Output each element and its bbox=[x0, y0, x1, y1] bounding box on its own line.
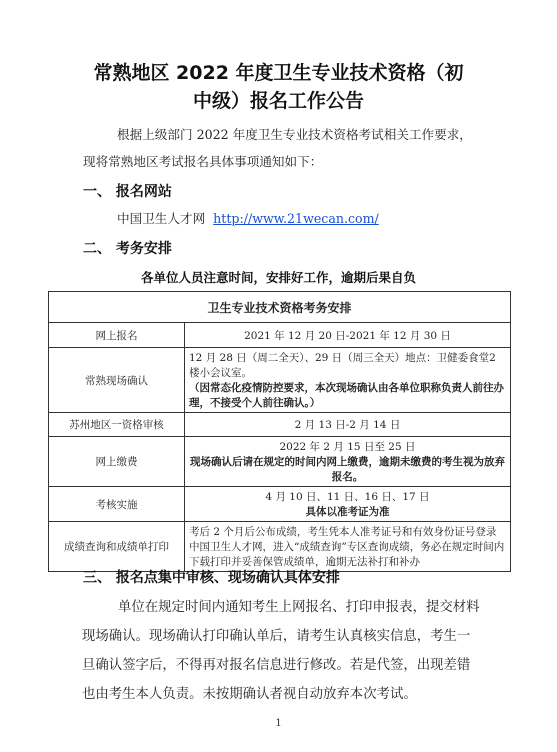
row-value-emphasis: （因常态化疫情防控要求，本次现场确认由各单位职称负责人前往办理，不接受个人前往确认。） bbox=[189, 382, 504, 409]
row-label: 苏州地区一资格审核 bbox=[49, 413, 185, 437]
row-value: 2021 年 12 月 20 日-2021 年 12 月 30 日 bbox=[185, 323, 511, 348]
row-value bbox=[185, 437, 511, 487]
table-row bbox=[49, 522, 511, 572]
intro-line-1: 根据上级部门 2022 年度卫生专业技术资格考试相关工作要求， bbox=[117, 127, 472, 142]
table-row bbox=[49, 487, 511, 522]
website-link[interactable]: http://www.21wecan.com/ bbox=[213, 211, 379, 226]
row-label: 成绩查询和成绩单打印 bbox=[49, 522, 185, 572]
website-name: 中国卫生人才网 bbox=[117, 211, 206, 226]
page-title-line-2: 中级）报名工作公告 bbox=[192, 90, 364, 112]
section-3-line-1: 单位在规定时间内通知考生上网报名、打印申报表，提交材料 bbox=[118, 600, 480, 615]
table-row bbox=[49, 437, 511, 487]
table-row bbox=[49, 323, 511, 348]
section-3-line-2: 现场确认。现场确认打印确认单后，请考生认真核实信息，考生一 bbox=[82, 629, 471, 644]
row-value-emphasis: 现场确认后请在规定的时间内网上缴费，逾期未缴费的考生视为放弃报名。 bbox=[190, 456, 505, 483]
deadline-notice: 各单位人员注意时间，安排好工作，逾期后果自负 bbox=[140, 270, 416, 285]
page-number: 1 bbox=[275, 718, 282, 729]
row-value-line: 4 月 10 日、11 日、16 日、17 日 bbox=[265, 491, 430, 503]
section-2-heading: 二、 考务安排 bbox=[83, 241, 172, 257]
section-3-line-4: 也由考生本人负责。未按期确认者视自动放弃本次考试。 bbox=[82, 687, 417, 702]
table-row bbox=[49, 413, 511, 437]
row-value-emphasis: 具体以准考证为准 bbox=[305, 506, 390, 518]
table-row bbox=[49, 348, 511, 413]
row-value: 考后 2 个月后公布成绩，考生凭本人准考证号和有效身份证号登录中国卫生人才网，进入“成绩查询”专区查询成绩，务必在规定时间内下载打印并妥善保管成绩单，逾期无法补打和补办 bbox=[185, 522, 511, 572]
page-title-line-1: 常熟地区 2022 年度卫生专业技术资格（初 bbox=[93, 62, 464, 84]
section-1-heading: 一、 报名网站 bbox=[83, 184, 172, 200]
table-caption-row bbox=[49, 292, 511, 323]
section-3-line-3: 旦确认签字后，不得再对报名信息进行修改。若是代签，出现差错 bbox=[82, 658, 471, 673]
row-value bbox=[185, 348, 511, 413]
section-3-heading: 三、 报名点集中审核、现场确认具体安排 bbox=[83, 570, 340, 586]
exam-schedule-table bbox=[48, 291, 511, 572]
row-value bbox=[185, 487, 511, 522]
row-label: 网上缴费 bbox=[49, 437, 185, 487]
row-label: 常熟现场确认 bbox=[49, 348, 185, 413]
row-label: 考核实施 bbox=[49, 487, 185, 522]
website-line bbox=[117, 209, 379, 229]
row-value: 2 月 13 日-2 月 14 日 bbox=[185, 413, 511, 437]
row-label: 网上报名 bbox=[49, 323, 185, 348]
row-value-line: 12 月 28 日（周二全天）、29 日（周三全天）地点：卫健委食堂2楼小会议室。 bbox=[189, 352, 496, 379]
row-value-line: 2022 年 2 月 15 日至 25 日 bbox=[279, 441, 416, 453]
intro-line-2: 现将常熟地区考试报名具体事项通知如下： bbox=[83, 154, 323, 169]
table-caption: 卫生专业技术资格考务安排 bbox=[49, 292, 511, 323]
